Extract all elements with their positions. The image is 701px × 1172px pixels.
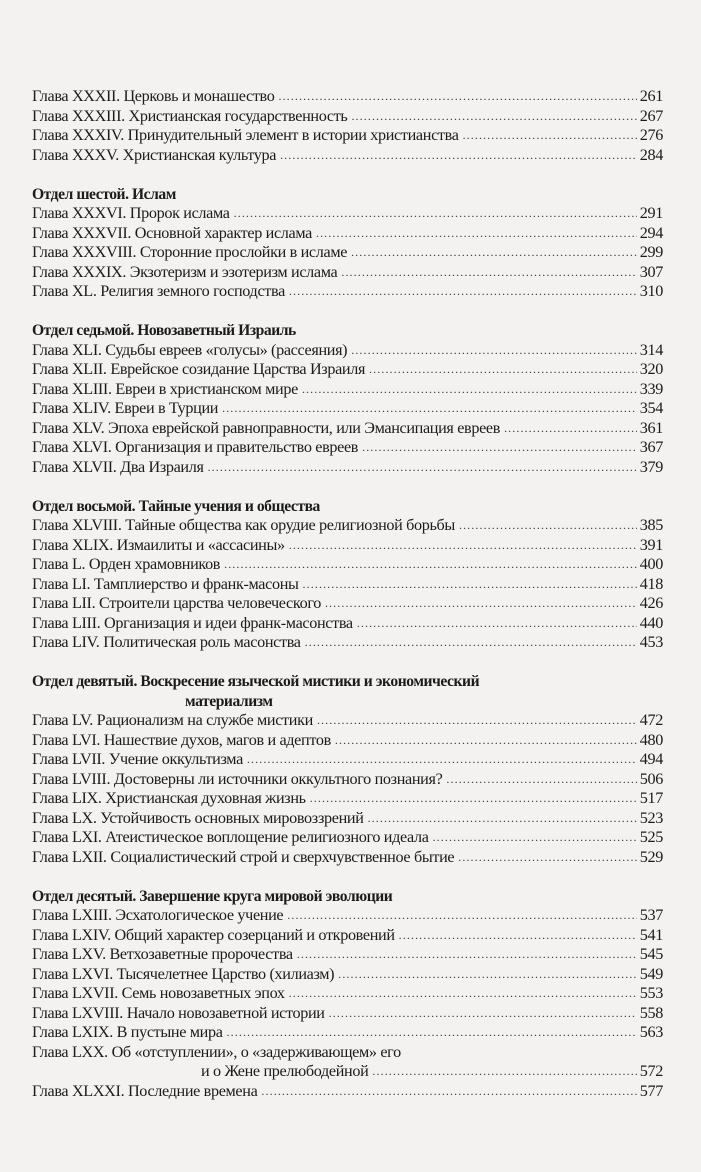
dot-leader: [341, 263, 636, 283]
entry-page-number: 494: [639, 750, 663, 768]
toc-entry: [32, 458, 663, 478]
entry-title: Глава XLVI. Организация и правительство евреев: [32, 438, 359, 456]
dot-leader: [463, 126, 637, 146]
section-heading: Отдел десятый. Завершение круга мировой эволюции: [32, 887, 393, 905]
toc-entry: [32, 1004, 663, 1024]
entry-title: Глава XLV. Эпоха еврейской равноправности, или Эмансипация евреев: [32, 418, 501, 437]
dot-leader: [261, 1082, 636, 1102]
entry-page-number: 541: [639, 925, 663, 944]
entry-page-number: 320: [639, 360, 663, 378]
entry-title: Глава LXII. Социалистический строй и сверхчувственное бытие: [32, 847, 455, 866]
dot-leader: [289, 984, 637, 1004]
dot-leader: [208, 458, 637, 478]
toc-entry: [32, 380, 663, 400]
dot-leader: [278, 87, 636, 107]
toc-entry: [32, 828, 663, 848]
dot-leader: [446, 770, 636, 790]
toc-entry: [32, 848, 663, 868]
entry-title: Глава XLXXI. Последние времена: [32, 1081, 258, 1100]
section-heading: Отдел восьмой. Тайные учения и общества: [32, 497, 320, 515]
toc-entry: [32, 438, 663, 458]
entry-title: Глава XXXVI. Пророк ислама: [32, 204, 230, 222]
toc-entry: [32, 126, 663, 146]
toc-entry: [32, 516, 663, 536]
entry-title: Глава LXIII. Эсхатологическое учение: [32, 906, 284, 924]
entry-title: Глава LVI. Нашествие духов, магов и адептов: [32, 730, 331, 749]
dot-leader: [372, 1062, 636, 1082]
entry-title-continuation: и о Жене прелюбодейной: [201, 1062, 369, 1080]
dot-leader: [222, 399, 637, 419]
dot-leader: [305, 633, 637, 653]
entry-page-number: 480: [639, 730, 663, 749]
dot-leader: [357, 614, 637, 634]
entry-title: Глава XXXVII. Основной характер ислама: [32, 223, 312, 242]
dot-leader: [224, 555, 637, 575]
section-gap: [32, 477, 663, 497]
entry-title: Глава LV. Рационализм на службе мистики: [32, 711, 313, 729]
dot-leader: [289, 536, 637, 556]
toc-entry: [32, 945, 663, 965]
toc-entry: [32, 711, 663, 731]
toc-entry: [32, 906, 663, 926]
entry-page-number: 385: [639, 516, 663, 534]
dot-leader: [459, 516, 637, 536]
entry-page-number: 267: [639, 106, 663, 125]
dot-leader: [287, 906, 637, 926]
entry-page-number: 545: [639, 945, 663, 963]
dot-leader: [310, 789, 637, 809]
entry-title: Глава XXXIV. Принудительный элемент в истории христианства: [32, 126, 459, 144]
toc-entry: [32, 536, 663, 556]
dot-leader: [338, 965, 637, 985]
entry-title: Глава LI. Тамплиерство и франк-масоны: [32, 574, 299, 593]
toc-entry: [32, 341, 663, 361]
section-heading: Отдел шестой. Ислам: [32, 185, 176, 203]
entry-page-number: 379: [639, 457, 663, 476]
entry-title: Глава XLII. Еврейское созидание Царства Израиля: [32, 360, 366, 378]
entry-title: Глава LXX. Об «отступлении», о «задерживающем» его: [32, 1042, 401, 1061]
toc-entry: [32, 360, 663, 380]
entry-page-number: 367: [639, 438, 663, 456]
entry-page-number: 549: [639, 964, 663, 983]
entry-title: Глава LII. Строители царства человеческого: [32, 594, 321, 612]
toc-entry: [32, 282, 663, 302]
entry-title: Глава LXVII. Семь новозаветных эпох: [32, 984, 285, 1002]
entry-title: Глава XLVIII. Тайные общества как орудие религиозной борьбы: [32, 516, 455, 534]
entry-page-number: 307: [639, 262, 663, 281]
toc-entry: [32, 984, 663, 1004]
dot-leader: [369, 360, 637, 380]
entry-page-number: 529: [639, 847, 663, 866]
toc-entry: [32, 1062, 663, 1082]
toc-entry: [32, 399, 663, 419]
dot-leader: [280, 146, 637, 166]
entry-page-number: 391: [639, 535, 663, 554]
entry-title: Глава LVIII. Достоверны ли источники оккультного познания?: [32, 769, 443, 788]
entry-page-number: 577: [639, 1081, 663, 1100]
entry-page-number: 339: [639, 379, 663, 398]
dot-leader: [227, 1023, 637, 1043]
toc-entry: [32, 575, 663, 595]
dot-leader: [351, 243, 637, 263]
entry-title: Глава LIV. Политическая роль масонства: [32, 633, 301, 651]
dot-leader: [297, 945, 637, 965]
toc-entry: [32, 750, 663, 770]
dot-leader: [458, 848, 637, 868]
entry-page-number: 517: [639, 789, 663, 807]
entry-page-number: 291: [639, 204, 663, 222]
dot-leader: [351, 341, 637, 361]
entry-page-number: 400: [639, 555, 663, 573]
entry-page-number: 284: [639, 145, 663, 164]
entry-title: Глава LXV. Ветхозаветные пророчества: [32, 945, 293, 963]
entry-title: Глава XXXIII. Христианская государственность: [32, 106, 348, 125]
entry-title: Глава XXXVIII. Сторонние прослойки в исламе: [32, 243, 348, 261]
entry-page-number: 354: [639, 399, 663, 417]
section-gap: [32, 867, 663, 887]
toc-entry: [32, 224, 663, 244]
entry-page-number: 525: [639, 828, 663, 846]
entry-title: Глава LXIX. В пустыне мира: [32, 1023, 223, 1041]
entry-title: Глава XLIII. Евреи в христианском мире: [32, 379, 298, 398]
dot-leader: [316, 224, 637, 244]
dot-leader: [234, 204, 637, 224]
entry-title: Глава XLIX. Измаилиты и «ассасины»: [32, 535, 285, 554]
entry-title: Глава LXVIII. Начало новозаветной истории: [32, 1003, 325, 1022]
entry-title: Глава XXXIX. Экзотеризм и эзотеризм ислама: [32, 262, 338, 281]
entry-title: Глава LXI. Атеистическое воплощение религиозного идеала: [32, 828, 429, 846]
dot-leader: [351, 107, 636, 127]
entry-page-number: 418: [639, 574, 663, 593]
section-gap: [32, 302, 663, 322]
section-gap: [32, 653, 663, 673]
entry-title: Глава XXXV. Христианская культура: [32, 145, 277, 164]
dot-leader: [289, 282, 637, 302]
dot-leader: [399, 926, 637, 946]
toc-entry: [32, 243, 663, 263]
entry-page-number: 440: [639, 613, 663, 632]
toc-entry: [32, 770, 663, 790]
toc-entry: [32, 555, 663, 575]
toc-entry: [32, 614, 663, 634]
entry-page-number: 261: [639, 87, 663, 105]
dot-leader: [362, 438, 637, 458]
entry-page-number: 361: [639, 418, 663, 437]
entry-title: Глава XLVII. Два Израиля: [32, 457, 204, 476]
entry-page-number: 553: [639, 984, 663, 1002]
toc-entry: [32, 263, 663, 283]
dot-leader: [302, 380, 637, 400]
toc-entry: [32, 419, 663, 439]
table-of-contents: [32, 87, 663, 1101]
toc-entry: [32, 731, 663, 751]
dot-leader: [317, 711, 637, 731]
entry-title: Глава XLIV. Евреи в Турции: [32, 399, 219, 417]
entry-title: Глава LXVI. Тысячелетнее Царство (хилиазм): [32, 964, 335, 983]
toc-entry-line: [32, 1043, 663, 1063]
entry-page-number: 523: [639, 808, 663, 827]
entry-page-number: 276: [639, 126, 663, 144]
entry-title: Глава XLI. Судьбы евреев «голусы» (рассеяния): [32, 340, 348, 359]
toc-entry: [32, 1082, 663, 1102]
toc-entry: [32, 926, 663, 946]
entry-title: Глава XXXII. Церковь и монашество: [32, 87, 275, 105]
dot-leader: [504, 419, 637, 439]
entry-title: Глава L. Орден храмовников: [32, 555, 221, 573]
entry-title: Глава LIX. Христианская духовная жизнь: [32, 789, 306, 807]
entry-page-number: 563: [639, 1023, 663, 1041]
toc-entry: [32, 1023, 663, 1043]
dot-leader: [325, 594, 637, 614]
entry-page-number: 294: [639, 223, 663, 242]
entry-title: Глава LX. Устойчивость основных мировоззрений: [32, 808, 364, 827]
entry-page-number: 472: [639, 711, 663, 729]
dot-leader: [247, 750, 637, 770]
dot-leader: [368, 809, 637, 829]
dot-leader: [433, 828, 637, 848]
toc-entry: [32, 107, 663, 127]
toc-entry: [32, 809, 663, 829]
section-heading: Отдел девятый. Воскресение языческой мистики и экономический: [32, 673, 480, 690]
entry-page-number: 572: [639, 1062, 663, 1080]
toc-entry: [32, 204, 663, 224]
toc-entry: [32, 146, 663, 166]
entry-page-number: 506: [639, 769, 663, 788]
entry-title: Глава LXIV. Общий характер созерцаний и откровений: [32, 925, 395, 944]
entry-page-number: 426: [639, 594, 663, 612]
section-heading-continuation: материализм: [185, 692, 273, 710]
dot-leader: [329, 1004, 637, 1024]
entry-title: Глава LIII. Организация и идеи франк-масонства: [32, 613, 353, 632]
section-heading: Отдел седьмой. Новозаветный Израиль: [32, 322, 296, 339]
toc-entry: [32, 965, 663, 985]
entry-title: Глава LVII. Учение оккультизма: [32, 750, 243, 768]
toc-entry: [32, 789, 663, 809]
section-gap: [32, 165, 663, 185]
entry-title: Глава XL. Религия земного господства: [32, 282, 285, 300]
entry-page-number: 310: [639, 282, 663, 300]
toc-entry: [32, 87, 663, 107]
entry-page-number: 314: [639, 340, 663, 359]
dot-leader: [303, 575, 637, 595]
entry-page-number: 453: [639, 633, 663, 651]
entry-page-number: 558: [639, 1003, 663, 1022]
toc-entry: [32, 594, 663, 614]
entry-page-number: 537: [639, 906, 663, 924]
entry-page-number: 299: [639, 243, 663, 261]
toc-entry: [32, 633, 663, 653]
dot-leader: [335, 731, 637, 751]
